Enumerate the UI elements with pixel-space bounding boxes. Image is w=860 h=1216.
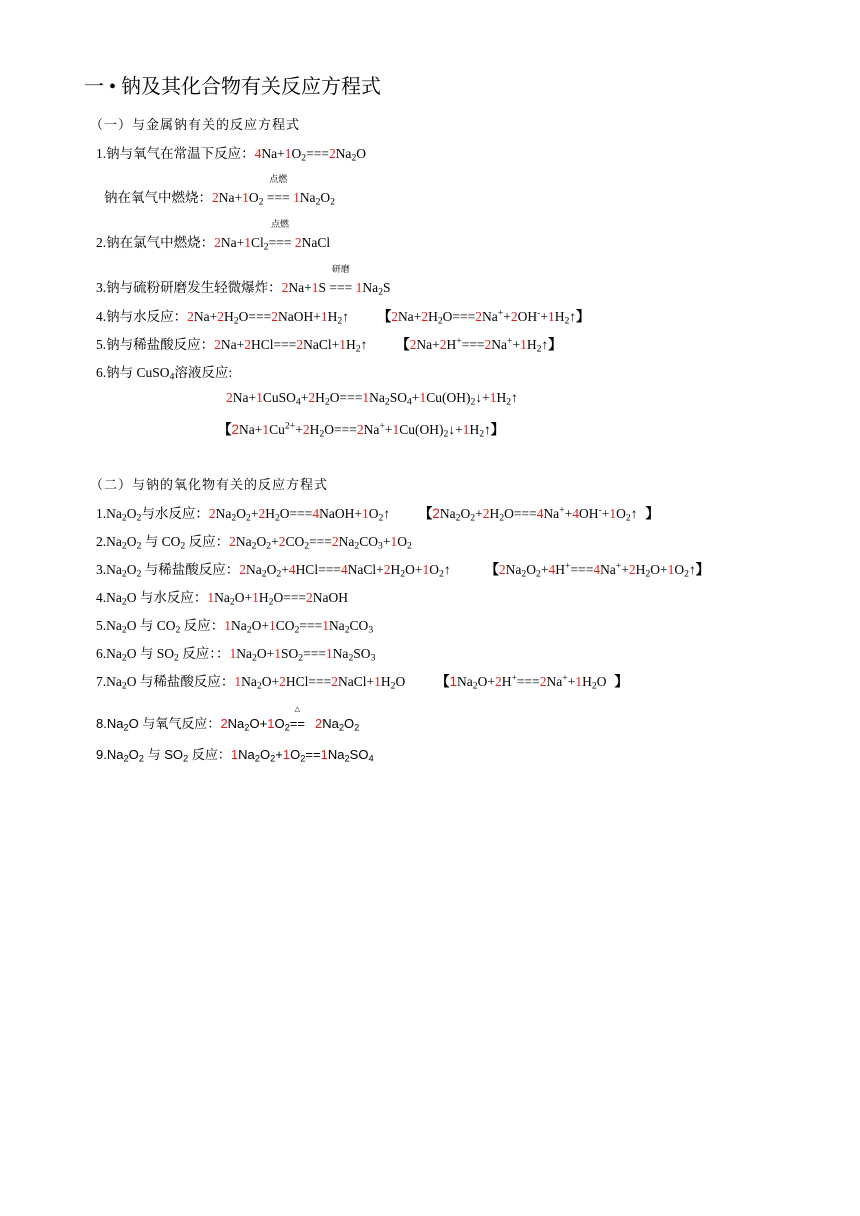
- equation-na2o-o2-heat: $8.Na_2O$ 与氧气反应：$2Na_2O+1O_2$ △ == $2Na_2O_2$: [96, 706, 360, 733]
- equation-na-o2-room-temp: 1.钠与氧气在常温下反应：$4Na+1O_2===2Na_2O$: [96, 146, 367, 164]
- equation-na2o2-hcl: $3.Na_2O_2$ 与稀盐酸反应：$2Na_2O_2+4HCl===4NaCl+2H_2O+1O_2↑$ 【$2Na_2O_2+4H^+===4Na^++2H_2O+1O_2↑$】: [96, 560, 710, 580]
- equation-na2o2-water: $1.Na_2O_2$与水反应：$2Na_2O_2+2H_2O===4NaOH+1O_2↑$ 【$2Na_2O_2+2H_2O===4Na^++4OH^-+1O_2↑$ 】: [96, 504, 660, 524]
- condition-label: 研磨: [331, 264, 350, 274]
- condition-label: 点燃: [269, 174, 288, 184]
- equation-na-cuso4-label: 6.钠与 CuSO$_4$溶液反应:: [96, 365, 233, 383]
- equation-na-water: 4.钠与水反应：$2Na+2H_2O===2NaOH+1H_2↑$ 【$2Na+2H_2O===2Na^++2OH^-+1H_2↑$】: [96, 307, 590, 327]
- equation-na2o2-co2: $2.Na_2O_2$ 与 $CO_2$ 反应：$2Na_2O_2+2CO_2===2Na_2CO_3+1O_2$: [96, 534, 412, 552]
- equation-na-cuso4-molecular: $2Na+1CuSO_4+2H_2O===1Na_2SO_4+1Cu(OH)_2↓+1H_2↑$: [226, 390, 518, 408]
- equation-na2o-hcl: $7.Na_2O$ 与稀盐酸反应：$1Na_2O+2HCl===2NaCl+1H_2O$ 【$1Na_2O+2H^+===2Na^++1H_2O$ 】: [96, 672, 628, 692]
- heat-delta-symbol: △: [294, 706, 301, 713]
- section-heading-sodium-metal: （一）与金属钠有关的反应方程式: [90, 117, 301, 132]
- equation-na2o-co2: $5.Na_2O$ 与 $CO_2$ 反应：$1Na_2O+1CO_2===1Na_2CO_3$: [96, 618, 374, 636]
- condition-label: 点燃: [271, 219, 290, 229]
- equation-na-cuso4-ionic: 【$2Na+1Cu^{2+}+2H_2O===2Na^++1Cu(OH)_2↓+1H_2↑$】: [218, 420, 505, 440]
- section-heading-sodium-oxides: （二）与钠的氧化物有关的反应方程式: [90, 477, 329, 492]
- equation-na-hcl: 5.钠与稀盐酸反应：$2Na+2HCl===2NaCl+1H_2↑$ 【$2Na+2H^+===2Na^++1H_2↑$】: [96, 335, 562, 355]
- page-title: 一 • 钠及其化合物有关反应方程式: [84, 76, 382, 98]
- equation-na2o-water: $4.Na_2O$ 与水反应：$1Na_2O+1H_2O===2NaOH$: [96, 590, 349, 608]
- equation-na-o2-burning: 钠在氧气中燃烧：$2Na+1O_2$ 点燃 === $1Na_2O_2$: [104, 174, 336, 208]
- equation-na2o2-so2: $9.Na_2O_2$ 与 $SO_2$ 反应：$1Na_2O_2+1O_2==1Na_2SO_4$: [96, 747, 374, 764]
- equation-na-s-grinding: 3.钠与硫粉研磨发生轻微爆炸：2Na+1S 研磨 === $1Na_2S$: [96, 264, 391, 298]
- equation-na2o-so2: $6.Na_2O$ 与 $SO_2$ 反应：：$1Na_2O+1SO_2===1Na_2SO_3$: [96, 646, 376, 664]
- equation-na-cl2-burning: 2.钠在氯气中燃烧：$2Na+1Cl_2$ 点燃 === 2NaCl: [96, 219, 331, 253]
